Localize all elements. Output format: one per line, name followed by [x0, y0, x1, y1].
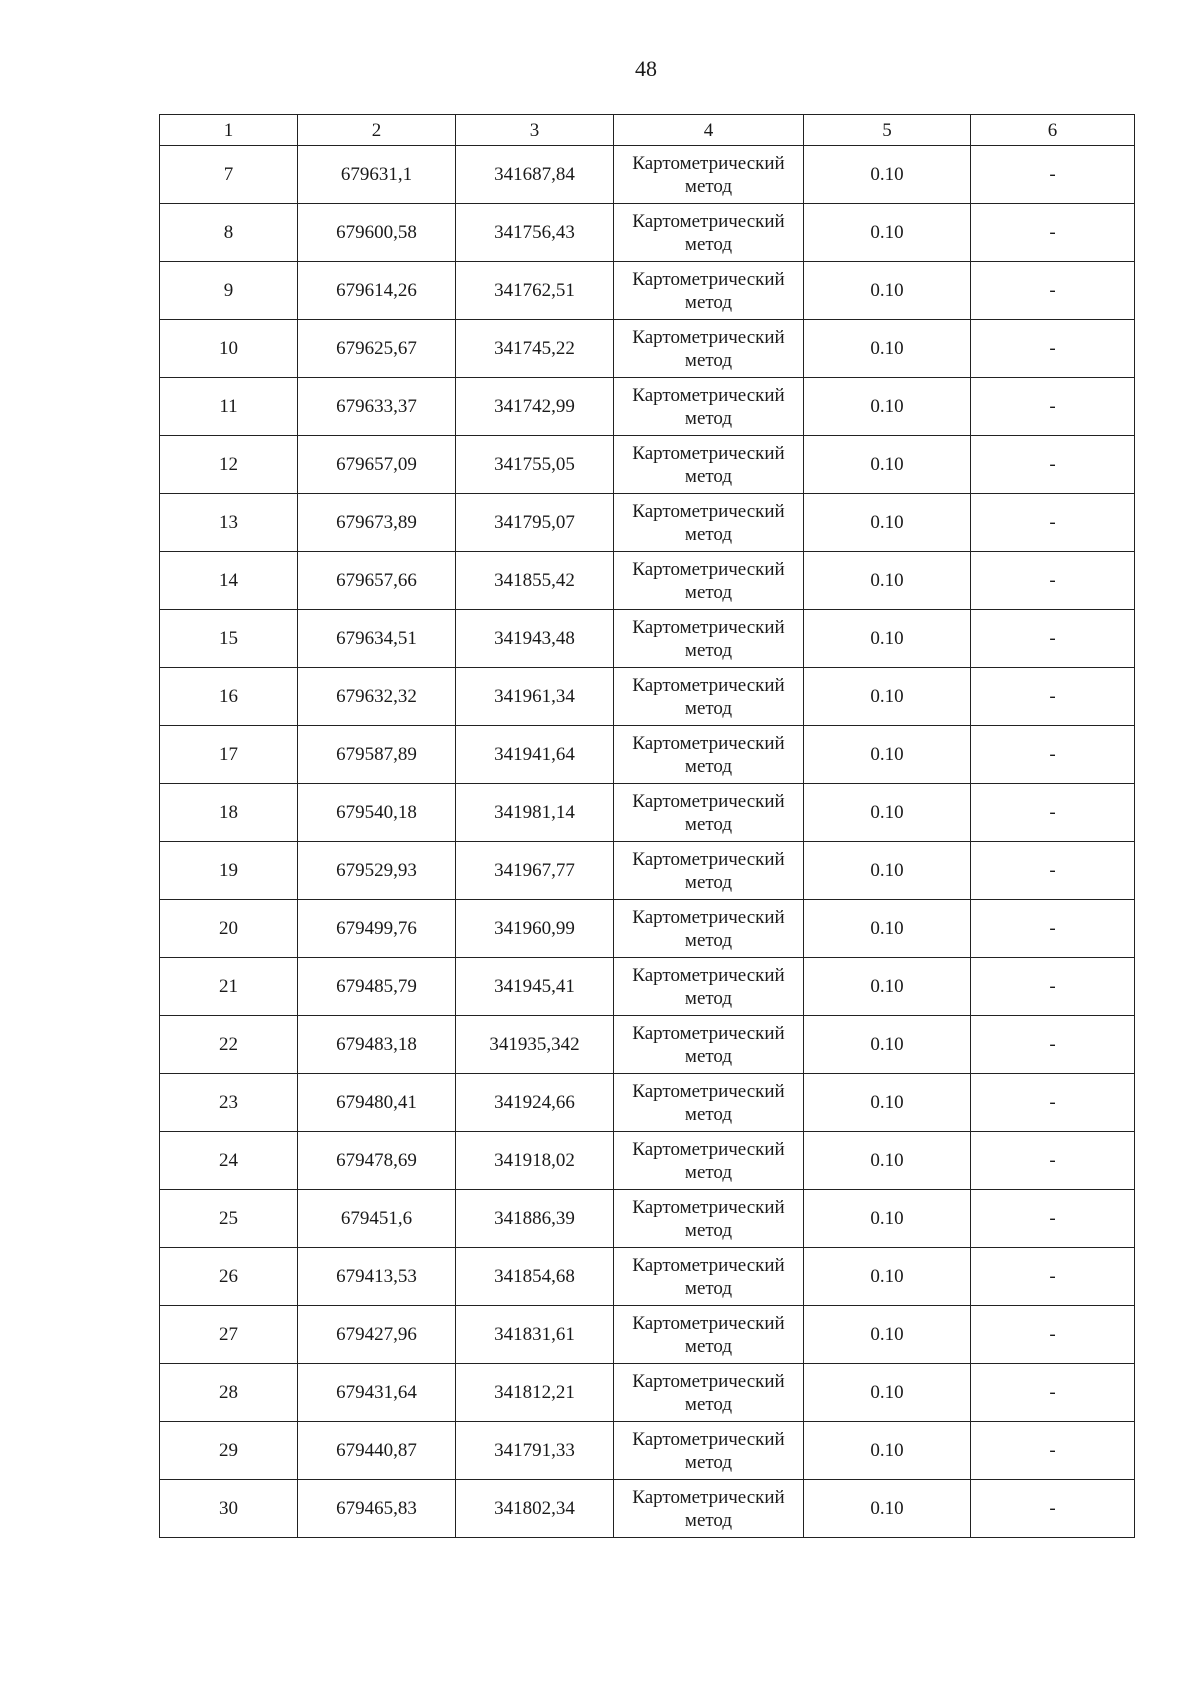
accuracy-cell: 0.10	[804, 262, 971, 320]
accuracy-cell: 0.10	[804, 958, 971, 1016]
accuracy-cell: 0.10	[804, 668, 971, 726]
method-cell: Картометрический метод	[614, 726, 804, 784]
point-number-cell: 18	[160, 784, 298, 842]
y-coordinate-cell: 341960,99	[456, 900, 614, 958]
y-coordinate-cell: 341762,51	[456, 262, 614, 320]
table-row	[160, 262, 1135, 320]
table-row	[160, 320, 1135, 378]
note-cell: -	[971, 146, 1135, 204]
y-coordinate-cell: 341967,77	[456, 842, 614, 900]
accuracy-cell: 0.10	[804, 1422, 971, 1480]
y-coordinate-cell: 341935,342	[456, 1016, 614, 1074]
method-cell: Картометрический метод	[614, 146, 804, 204]
method-cell: Картометрический метод	[614, 610, 804, 668]
x-coordinate-cell: 679657,66	[298, 552, 456, 610]
note-cell: -	[971, 1364, 1135, 1422]
note-cell: -	[971, 1190, 1135, 1248]
x-coordinate-cell: 679587,89	[298, 726, 456, 784]
method-cell: Картометрический метод	[614, 320, 804, 378]
table-row	[160, 1306, 1135, 1364]
y-coordinate-cell: 341961,34	[456, 668, 614, 726]
point-number-cell: 30	[160, 1480, 298, 1538]
x-coordinate-cell: 679633,37	[298, 378, 456, 436]
x-coordinate-cell: 679634,51	[298, 610, 456, 668]
x-coordinate-cell: 679614,26	[298, 262, 456, 320]
method-cell: Картометрический метод	[614, 1364, 804, 1422]
x-coordinate-cell: 679440,87	[298, 1422, 456, 1480]
accuracy-cell: 0.10	[804, 1480, 971, 1538]
accuracy-cell: 0.10	[804, 146, 971, 204]
y-coordinate-cell: 341855,42	[456, 552, 614, 610]
note-cell: -	[971, 204, 1135, 262]
note-cell: -	[971, 1074, 1135, 1132]
x-coordinate-cell: 679478,69	[298, 1132, 456, 1190]
x-coordinate-cell: 679465,83	[298, 1480, 456, 1538]
accuracy-cell: 0.10	[804, 1248, 971, 1306]
point-number-cell: 24	[160, 1132, 298, 1190]
method-cell: Картометрический метод	[614, 1480, 804, 1538]
header-cell-2: 2	[298, 115, 456, 146]
accuracy-cell: 0.10	[804, 1016, 971, 1074]
point-number-cell: 20	[160, 900, 298, 958]
note-cell: -	[971, 320, 1135, 378]
method-cell: Картометрический метод	[614, 494, 804, 552]
point-number-cell: 11	[160, 378, 298, 436]
x-coordinate-cell: 679631,1	[298, 146, 456, 204]
header-cell-4: 4	[614, 115, 804, 146]
method-cell: Картометрический метод	[614, 842, 804, 900]
accuracy-cell: 0.10	[804, 784, 971, 842]
table-row	[160, 1074, 1135, 1132]
x-coordinate-cell: 679451,6	[298, 1190, 456, 1248]
method-cell: Картометрический метод	[614, 1248, 804, 1306]
accuracy-cell: 0.10	[804, 1364, 971, 1422]
note-cell: -	[971, 784, 1135, 842]
table-row	[160, 1016, 1135, 1074]
x-coordinate-cell: 679427,96	[298, 1306, 456, 1364]
table-row	[160, 1480, 1135, 1538]
y-coordinate-cell: 341745,22	[456, 320, 614, 378]
point-number-cell: 27	[160, 1306, 298, 1364]
y-coordinate-cell: 341812,21	[456, 1364, 614, 1422]
method-cell: Картометрический метод	[614, 1016, 804, 1074]
table-row	[160, 1132, 1135, 1190]
note-cell: -	[971, 1016, 1135, 1074]
note-cell: -	[971, 668, 1135, 726]
x-coordinate-cell: 679673,89	[298, 494, 456, 552]
point-number-cell: 25	[160, 1190, 298, 1248]
method-cell: Картометрический метод	[614, 1132, 804, 1190]
point-number-cell: 23	[160, 1074, 298, 1132]
table-row	[160, 610, 1135, 668]
table-header-row	[160, 115, 1135, 146]
method-cell: Картометрический метод	[614, 204, 804, 262]
y-coordinate-cell: 341981,14	[456, 784, 614, 842]
method-cell: Картометрический метод	[614, 378, 804, 436]
point-number-cell: 17	[160, 726, 298, 784]
accuracy-cell: 0.10	[804, 1132, 971, 1190]
coordinates-table	[159, 114, 1135, 1538]
table-row	[160, 1422, 1135, 1480]
note-cell: -	[971, 610, 1135, 668]
note-cell: -	[971, 262, 1135, 320]
y-coordinate-cell: 341687,84	[456, 146, 614, 204]
header-cell-3: 3	[456, 115, 614, 146]
accuracy-cell: 0.10	[804, 726, 971, 784]
table-row	[160, 900, 1135, 958]
method-cell: Картометрический метод	[614, 668, 804, 726]
method-cell: Картометрический метод	[614, 436, 804, 494]
y-coordinate-cell: 341854,68	[456, 1248, 614, 1306]
y-coordinate-cell: 341918,02	[456, 1132, 614, 1190]
x-coordinate-cell: 679431,64	[298, 1364, 456, 1422]
point-number-cell: 29	[160, 1422, 298, 1480]
note-cell: -	[971, 436, 1135, 494]
note-cell: -	[971, 1248, 1135, 1306]
x-coordinate-cell: 679657,09	[298, 436, 456, 494]
point-number-cell: 9	[160, 262, 298, 320]
point-number-cell: 13	[160, 494, 298, 552]
point-number-cell: 15	[160, 610, 298, 668]
method-cell: Картометрический метод	[614, 900, 804, 958]
table-row	[160, 1248, 1135, 1306]
note-cell: -	[971, 1132, 1135, 1190]
point-number-cell: 8	[160, 204, 298, 262]
accuracy-cell: 0.10	[804, 900, 971, 958]
x-coordinate-cell: 679413,53	[298, 1248, 456, 1306]
header-cell-6: 6	[971, 115, 1135, 146]
y-coordinate-cell: 341943,48	[456, 610, 614, 668]
method-cell: Картометрический метод	[614, 784, 804, 842]
method-cell: Картометрический метод	[614, 1306, 804, 1364]
note-cell: -	[971, 1480, 1135, 1538]
point-number-cell: 14	[160, 552, 298, 610]
y-coordinate-cell: 341924,66	[456, 1074, 614, 1132]
x-coordinate-cell: 679625,67	[298, 320, 456, 378]
method-cell: Картометрический метод	[614, 1190, 804, 1248]
method-cell: Картометрический метод	[614, 1074, 804, 1132]
table-row	[160, 494, 1135, 552]
table-row	[160, 204, 1135, 262]
point-number-cell: 12	[160, 436, 298, 494]
note-cell: -	[971, 552, 1135, 610]
y-coordinate-cell: 341831,61	[456, 1306, 614, 1364]
note-cell: -	[971, 494, 1135, 552]
note-cell: -	[971, 378, 1135, 436]
y-coordinate-cell: 341886,39	[456, 1190, 614, 1248]
y-coordinate-cell: 341802,34	[456, 1480, 614, 1538]
method-cell: Картометрический метод	[614, 262, 804, 320]
y-coordinate-cell: 341941,64	[456, 726, 614, 784]
y-coordinate-cell: 341755,05	[456, 436, 614, 494]
x-coordinate-cell: 679485,79	[298, 958, 456, 1016]
table-row	[160, 726, 1135, 784]
table-row	[160, 552, 1135, 610]
note-cell: -	[971, 842, 1135, 900]
note-cell: -	[971, 958, 1135, 1016]
table-row	[160, 436, 1135, 494]
x-coordinate-cell: 679480,41	[298, 1074, 456, 1132]
accuracy-cell: 0.10	[804, 494, 971, 552]
note-cell: -	[971, 726, 1135, 784]
table-row	[160, 378, 1135, 436]
x-coordinate-cell: 679600,58	[298, 204, 456, 262]
point-number-cell: 28	[160, 1364, 298, 1422]
accuracy-cell: 0.10	[804, 378, 971, 436]
accuracy-cell: 0.10	[804, 320, 971, 378]
x-coordinate-cell: 679632,32	[298, 668, 456, 726]
table-row	[160, 784, 1135, 842]
table-body	[160, 115, 1135, 1538]
y-coordinate-cell: 341791,33	[456, 1422, 614, 1480]
accuracy-cell: 0.10	[804, 1190, 971, 1248]
method-cell: Картометрический метод	[614, 1422, 804, 1480]
x-coordinate-cell: 679529,93	[298, 842, 456, 900]
note-cell: -	[971, 1306, 1135, 1364]
note-cell: -	[971, 900, 1135, 958]
point-number-cell: 26	[160, 1248, 298, 1306]
point-number-cell: 10	[160, 320, 298, 378]
x-coordinate-cell: 679483,18	[298, 1016, 456, 1074]
x-coordinate-cell: 679499,76	[298, 900, 456, 958]
y-coordinate-cell: 341945,41	[456, 958, 614, 1016]
accuracy-cell: 0.10	[804, 436, 971, 494]
x-coordinate-cell: 679540,18	[298, 784, 456, 842]
table-row	[160, 1190, 1135, 1248]
note-cell: -	[971, 1422, 1135, 1480]
point-number-cell: 19	[160, 842, 298, 900]
table-row	[160, 958, 1135, 1016]
y-coordinate-cell: 341795,07	[456, 494, 614, 552]
accuracy-cell: 0.10	[804, 842, 971, 900]
page-number: 48	[635, 56, 657, 81]
y-coordinate-cell: 341742,99	[456, 378, 614, 436]
accuracy-cell: 0.10	[804, 1306, 971, 1364]
table-row	[160, 146, 1135, 204]
point-number-cell: 16	[160, 668, 298, 726]
accuracy-cell: 0.10	[804, 1074, 971, 1132]
point-number-cell: 21	[160, 958, 298, 1016]
table-row	[160, 842, 1135, 900]
y-coordinate-cell: 341756,43	[456, 204, 614, 262]
table-row	[160, 1364, 1135, 1422]
method-cell: Картометрический метод	[614, 552, 804, 610]
point-number-cell: 22	[160, 1016, 298, 1074]
header-cell-1: 1	[160, 115, 298, 146]
point-number-cell: 7	[160, 146, 298, 204]
table-row	[160, 668, 1135, 726]
header-cell-5: 5	[804, 115, 971, 146]
method-cell: Картометрический метод	[614, 958, 804, 1016]
accuracy-cell: 0.10	[804, 610, 971, 668]
accuracy-cell: 0.10	[804, 552, 971, 610]
accuracy-cell: 0.10	[804, 204, 971, 262]
